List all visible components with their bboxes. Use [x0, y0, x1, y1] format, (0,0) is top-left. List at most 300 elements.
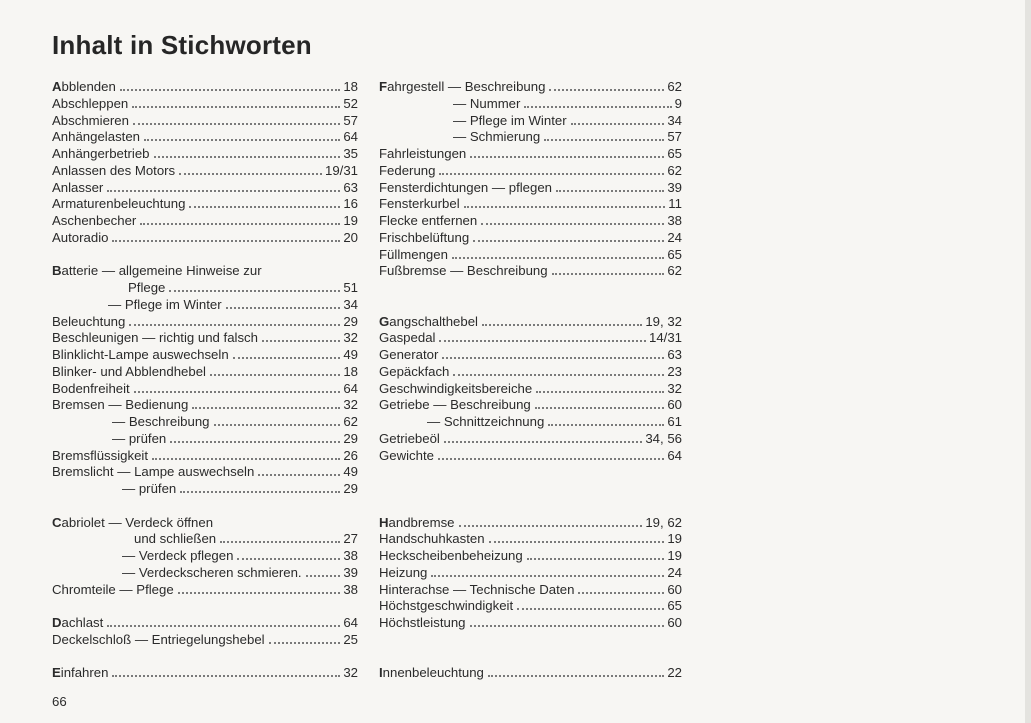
- index-entry: [52, 430, 358, 447]
- dot-leader: [556, 190, 664, 192]
- entry-text: Anhängerbetrieb: [52, 146, 150, 161]
- entry-text: Chromteile — Pflege: [52, 581, 174, 597]
- index-entry: [52, 514, 358, 531]
- entry-text: — Beschreibung: [112, 414, 210, 429]
- dot-leader: [524, 106, 671, 108]
- entry-text: Pflege: [128, 280, 166, 295]
- entry-label: [379, 145, 466, 162]
- index-entry: [379, 145, 682, 162]
- entry-text: Federung: [379, 162, 436, 178]
- entry-label: [52, 581, 174, 598]
- entry-text: abriolet — Verdeck öffnen: [61, 514, 214, 530]
- index-entry: [379, 614, 682, 631]
- entry-page-number: 19: [667, 531, 682, 547]
- dot-leader: [482, 324, 642, 326]
- dot-leader: [464, 206, 666, 208]
- index-entry: [52, 614, 358, 631]
- entry-page-number: 49: [343, 464, 358, 480]
- entry-page-number: 9: [674, 95, 682, 111]
- entry-page-number: 52: [343, 95, 358, 111]
- entry-label: [52, 112, 129, 129]
- entry-text: Deckelschloß — Entriegelungshebel: [52, 631, 265, 647]
- index-entry: [379, 346, 682, 363]
- entry-page-number: 19, 62: [645, 514, 682, 530]
- entry-text: Beleuchtung: [52, 313, 126, 329]
- entry-text: Fußbremse — Beschreibung: [379, 263, 548, 279]
- entry-label: [52, 262, 262, 279]
- entry-label: [379, 396, 531, 413]
- dot-leader: [306, 575, 341, 577]
- index-entry: [52, 279, 358, 296]
- entry-page-number: 63: [667, 347, 682, 362]
- dot-leader: [178, 592, 341, 594]
- entry-text: Armaturenbeleuchtung: [52, 196, 186, 212]
- entry-text: — Verdeckscheren schmieren.: [122, 564, 302, 580]
- entry-label: [379, 564, 427, 581]
- entry-page-number: 23: [667, 363, 682, 379]
- dot-leader: [226, 307, 341, 309]
- entry-label: [379, 530, 485, 547]
- entry-label: [108, 296, 222, 313]
- entry-text: nnenbeleuchtung: [382, 665, 484, 681]
- entry-page-number: 29: [343, 313, 358, 329]
- entry-text: — Nummer: [453, 95, 521, 111]
- dot-leader: [470, 625, 665, 627]
- entry-label: [52, 447, 148, 464]
- dot-leader: [220, 541, 340, 543]
- entry-text: Bremsflüssigkeit: [52, 447, 149, 463]
- dot-leader: [140, 223, 340, 225]
- dot-leader: [170, 441, 340, 443]
- dot-leader: [488, 675, 664, 677]
- dot-leader: [189, 206, 340, 208]
- entry-label: [112, 413, 210, 430]
- dot-leader: [262, 340, 340, 342]
- entry-page-number: 11: [668, 196, 682, 212]
- entry-label: [52, 128, 140, 145]
- index-entry: [379, 262, 682, 279]
- index-entry: [379, 597, 682, 614]
- entry-label: [52, 346, 229, 363]
- index-entry: [379, 162, 682, 179]
- entry-page-number: 34, 56: [645, 430, 682, 446]
- entry-page-number: 64: [667, 447, 682, 463]
- entry-label: [379, 262, 548, 279]
- entry-label: [427, 413, 544, 430]
- entry-page-number: 64: [343, 380, 358, 396]
- entry-page-number: 49: [343, 347, 358, 362]
- entry-initial-letter: I: [379, 665, 383, 681]
- entry-label: [52, 514, 213, 531]
- entry-label: [52, 212, 136, 229]
- index-entry: [379, 363, 682, 380]
- dot-leader: [179, 173, 322, 175]
- entry-label: [52, 664, 108, 681]
- entry-text: Bodenfreiheit: [52, 380, 130, 396]
- entry-text: Frischbelüftung: [379, 229, 470, 245]
- dot-leader: [237, 558, 340, 560]
- entry-initial-letter: C: [52, 514, 62, 530]
- entry-label: [379, 430, 440, 447]
- index-entry: [52, 664, 358, 681]
- entry-label: [52, 463, 254, 480]
- dot-leader: [180, 491, 340, 493]
- entry-label: [128, 279, 165, 296]
- dot-leader: [129, 324, 340, 326]
- entry-label: [52, 179, 103, 196]
- index-entry: [52, 78, 358, 95]
- entry-page-number: 63: [343, 179, 358, 195]
- entry-page-number: 20: [343, 229, 358, 245]
- entry-text: Beschleunigen — richtig und falsch: [52, 330, 258, 346]
- dot-leader: [549, 89, 664, 91]
- entry-label: [379, 581, 574, 598]
- entry-page-number: 29: [343, 481, 358, 496]
- entry-text: Fensterdichtungen — pflegen: [379, 179, 553, 195]
- dot-leader: [112, 675, 340, 677]
- entry-initial-letter: D: [52, 615, 62, 630]
- entry-page-number: 35: [343, 146, 358, 161]
- index-entry: [52, 480, 358, 497]
- dot-leader: [134, 391, 341, 393]
- entry-label: [122, 564, 302, 581]
- dot-leader: [442, 357, 664, 359]
- entry-label: [379, 346, 438, 363]
- entry-text: infahren: [60, 665, 109, 681]
- entry-label: [134, 530, 216, 547]
- index-entry: [52, 329, 358, 346]
- index-entry: [379, 112, 682, 129]
- dot-leader: [481, 223, 664, 225]
- dot-leader: [154, 156, 341, 158]
- entry-text: — Pflege im Winter: [108, 296, 222, 312]
- entry-label: [52, 614, 103, 631]
- entry-label: [52, 631, 265, 648]
- entry-page-number: 60: [667, 397, 682, 413]
- page-number: 66: [52, 694, 67, 709]
- entry-initial-letter: B: [52, 263, 62, 279]
- dot-leader: [459, 525, 643, 527]
- index-entry: [379, 430, 682, 447]
- index-entry: [52, 564, 358, 581]
- entry-text: Blinker- und Abblendhebel: [52, 363, 206, 379]
- index-entry: [379, 246, 682, 263]
- dot-leader: [517, 608, 664, 610]
- entry-label: [52, 78, 116, 95]
- entry-page-number: 19/31: [324, 162, 358, 178]
- entry-text: Heizung: [379, 564, 428, 580]
- entry-page-number: 14/31: [648, 330, 682, 346]
- index-entry: [379, 229, 682, 246]
- dot-leader: [470, 156, 664, 158]
- entry-initial-letter: A: [52, 79, 62, 94]
- index-entry: [52, 413, 358, 430]
- entry-label: [52, 195, 185, 212]
- index-entry: [52, 212, 358, 229]
- index-entry: [52, 313, 358, 330]
- entry-page-number: 26: [343, 447, 358, 463]
- entry-text: — Verdeck pflegen: [122, 548, 234, 563]
- dot-leader: [152, 458, 340, 460]
- entry-text: Anhängelasten: [52, 129, 140, 145]
- entry-text: Geschwindigkeitsbereiche: [379, 380, 533, 396]
- index-entry: [52, 128, 358, 145]
- entry-page-number: 19: [667, 548, 682, 563]
- index-entry: [52, 380, 358, 397]
- dot-leader: [210, 374, 340, 376]
- dot-leader: [438, 458, 664, 460]
- entry-page-number: 16: [343, 196, 358, 212]
- entry-page-number: 57: [343, 112, 358, 128]
- entry-page-number: 34: [667, 112, 682, 128]
- dot-leader: [112, 240, 340, 242]
- index-entry: [379, 195, 682, 212]
- dot-leader: [107, 625, 340, 627]
- dot-leader: [453, 374, 664, 376]
- dot-leader: [578, 592, 664, 594]
- entry-label: [379, 179, 552, 196]
- entry-page-number: 65: [667, 146, 682, 161]
- entry-text: Hinterachse — Technische Daten: [379, 581, 575, 597]
- index-entry: [52, 631, 358, 648]
- dot-leader: [439, 173, 664, 175]
- entry-text: Fensterkurbel: [379, 196, 460, 212]
- entry-initial-letter: G: [379, 313, 390, 329]
- entry-label: [379, 246, 448, 263]
- entry-label: [379, 664, 484, 681]
- entry-page-number: 62: [667, 79, 682, 94]
- dot-leader: [548, 424, 664, 426]
- entry-text: Blinklicht-Lampe auswechseln: [52, 347, 229, 362]
- entry-label: [379, 363, 449, 380]
- index-entry: [379, 329, 682, 346]
- index-entry: [379, 564, 682, 581]
- entry-label: [453, 112, 567, 129]
- entry-label: [112, 430, 166, 447]
- entry-label: [379, 447, 434, 464]
- dot-leader: [544, 139, 664, 141]
- index-entry: [379, 581, 682, 598]
- entry-label: [52, 363, 206, 380]
- dot-leader: [552, 273, 665, 275]
- entry-page-number: 18: [343, 363, 358, 379]
- entry-page-number: 65: [667, 598, 682, 614]
- index-entry: [379, 128, 682, 145]
- entry-page-number: 61: [667, 414, 682, 429]
- dot-leader: [233, 357, 341, 359]
- index-entry: [52, 447, 358, 464]
- entry-label: [379, 547, 523, 564]
- entry-page-number: 62: [343, 414, 358, 429]
- index-entry: [52, 145, 358, 162]
- entry-text: — prüfen: [112, 430, 167, 446]
- entry-page-number: 64: [343, 129, 358, 145]
- entry-text: ahrgestell — Beschreibung: [387, 79, 546, 94]
- entry-text: bblenden: [61, 79, 116, 94]
- entry-label: [379, 195, 460, 212]
- index-entry: [52, 396, 358, 413]
- index-entry: [379, 313, 682, 330]
- entry-page-number: 24: [667, 229, 682, 245]
- dot-leader: [107, 190, 340, 192]
- entry-page-number: 19, 32: [645, 313, 682, 329]
- entry-page-number: 65: [667, 246, 682, 262]
- dot-leader: [169, 290, 340, 292]
- entry-text: Handschuhkasten: [379, 531, 485, 547]
- entry-page-number: 57: [667, 129, 682, 145]
- dot-leader: [214, 424, 341, 426]
- entry-text: — Pflege im Winter: [453, 112, 567, 128]
- entry-initial-letter: F: [379, 79, 388, 94]
- dot-leader: [120, 89, 341, 91]
- entry-text: Getriebe — Beschreibung: [379, 397, 531, 413]
- entry-text: Füllmengen: [379, 246, 448, 262]
- index-entry: [52, 229, 358, 246]
- index-entry: [379, 514, 682, 531]
- entry-page-number: 32: [343, 330, 358, 346]
- entry-text: Gepäckfach: [379, 363, 450, 379]
- entry-text: Getriebeöl: [379, 430, 440, 446]
- entry-text: Flecke entfernen: [379, 213, 478, 228]
- index-entry: [379, 95, 682, 112]
- entry-label: [379, 329, 435, 346]
- entry-text: Gewichte: [379, 447, 434, 463]
- entry-label: [52, 396, 188, 413]
- entry-label: [453, 95, 520, 112]
- dot-leader: [536, 391, 664, 393]
- entry-text: Abschmieren: [52, 112, 129, 128]
- dot-leader: [144, 139, 340, 141]
- index-entry: [52, 296, 358, 313]
- dot-leader: [269, 642, 341, 644]
- dot-leader: [258, 474, 340, 476]
- dot-leader: [133, 123, 340, 125]
- dot-leader: [473, 240, 664, 242]
- index-entry: [52, 346, 358, 363]
- entry-label: [379, 614, 466, 631]
- index-entry: [52, 581, 358, 598]
- dot-leader: [489, 541, 665, 543]
- entry-page-number: 38: [667, 213, 682, 228]
- entry-page-number: 39: [343, 564, 358, 580]
- page-title: Inhalt in Stichworten: [52, 30, 312, 60]
- entry-label: [52, 329, 258, 346]
- entry-text: andbremse: [388, 514, 455, 530]
- entry-text: — Schnittzeichnung: [427, 414, 545, 429]
- entry-label: [379, 380, 532, 397]
- index-entry: [379, 212, 682, 229]
- dot-leader: [571, 123, 665, 125]
- entry-label: [379, 313, 478, 330]
- entry-text: achlast: [61, 615, 104, 630]
- entry-text: Anlasser: [52, 179, 104, 195]
- entry-page-number: 38: [343, 581, 358, 597]
- index-entry: [379, 396, 682, 413]
- index-entry: [52, 530, 358, 547]
- entry-text: Höchstgeschwindigkeit: [379, 598, 514, 614]
- entry-label: [379, 162, 435, 179]
- entry-label: [122, 480, 176, 497]
- entry-text: Abschleppen: [52, 95, 129, 111]
- index-entry: [379, 547, 682, 564]
- entry-page-number: 32: [343, 397, 358, 413]
- entry-page-number: 27: [343, 531, 358, 547]
- entry-page-number: 64: [343, 615, 358, 630]
- entry-text: Heckscheibenbeheizung: [379, 548, 523, 563]
- entry-text: Generator: [379, 347, 439, 362]
- entry-page-number: 19: [343, 213, 358, 228]
- index-entry: [52, 95, 358, 112]
- index-entry: [379, 413, 682, 430]
- dot-leader: [535, 407, 665, 409]
- dot-leader: [439, 340, 646, 342]
- entry-page-number: 29: [343, 430, 358, 446]
- entry-page-number: 51: [343, 280, 358, 295]
- entry-text: Höchstleistung: [379, 615, 466, 630]
- entry-label: [52, 145, 150, 162]
- entry-initial-letter: H: [379, 514, 389, 530]
- index-entry: [52, 162, 358, 179]
- index-entry: [52, 463, 358, 480]
- entry-text: atterie — allgemeine Hinweise zur: [61, 263, 262, 279]
- index-entry: [52, 262, 358, 279]
- entry-label: [379, 212, 477, 229]
- index-entry: [379, 530, 682, 547]
- entry-page-number: 25: [343, 631, 358, 647]
- entry-page-number: 18: [343, 79, 358, 94]
- entry-label: [52, 380, 130, 397]
- entry-text: — prüfen: [122, 481, 177, 496]
- index-entry: [379, 664, 682, 681]
- entry-page-number: 38: [343, 548, 358, 563]
- entry-page-number: 34: [343, 296, 358, 312]
- entry-label: [379, 229, 469, 246]
- entry-text: — Schmierung: [453, 129, 541, 145]
- index-entry: [52, 547, 358, 564]
- entry-page-number: 32: [343, 665, 358, 681]
- index-entry: [52, 363, 358, 380]
- entry-text: Anlassen des Motors: [52, 162, 176, 178]
- dot-leader: [431, 575, 664, 577]
- entry-page-number: 24: [667, 564, 682, 580]
- entry-text: angschalthebel: [389, 313, 478, 329]
- entry-label: [379, 514, 455, 531]
- dot-leader: [452, 257, 664, 259]
- entry-text: Bremslicht — Lampe auswechseln: [52, 464, 255, 480]
- entry-label: [379, 78, 545, 95]
- index-entry: [379, 179, 682, 196]
- index-entry: [379, 380, 682, 397]
- entry-text: und schließen: [134, 531, 217, 547]
- dot-leader: [444, 441, 642, 443]
- page-edge: [1025, 0, 1031, 723]
- index-entry: [379, 78, 682, 95]
- entry-text: Aschenbecher: [52, 213, 137, 228]
- entry-text: Gaspedal: [379, 330, 436, 346]
- entry-text: Bremsen — Bedienung: [52, 397, 189, 413]
- entry-text: Fahrleistungen: [379, 146, 467, 161]
- index-entry: [52, 195, 358, 212]
- entry-page-number: 22: [667, 665, 682, 681]
- entry-page-number: 39: [667, 179, 682, 195]
- entry-initial-letter: E: [52, 665, 61, 681]
- entry-label: [453, 128, 540, 145]
- entry-page-number: 60: [667, 615, 682, 630]
- entry-label: [122, 547, 233, 564]
- entry-page-number: 60: [667, 581, 682, 597]
- entry-label: [379, 597, 513, 614]
- entry-page-number: 62: [667, 263, 682, 279]
